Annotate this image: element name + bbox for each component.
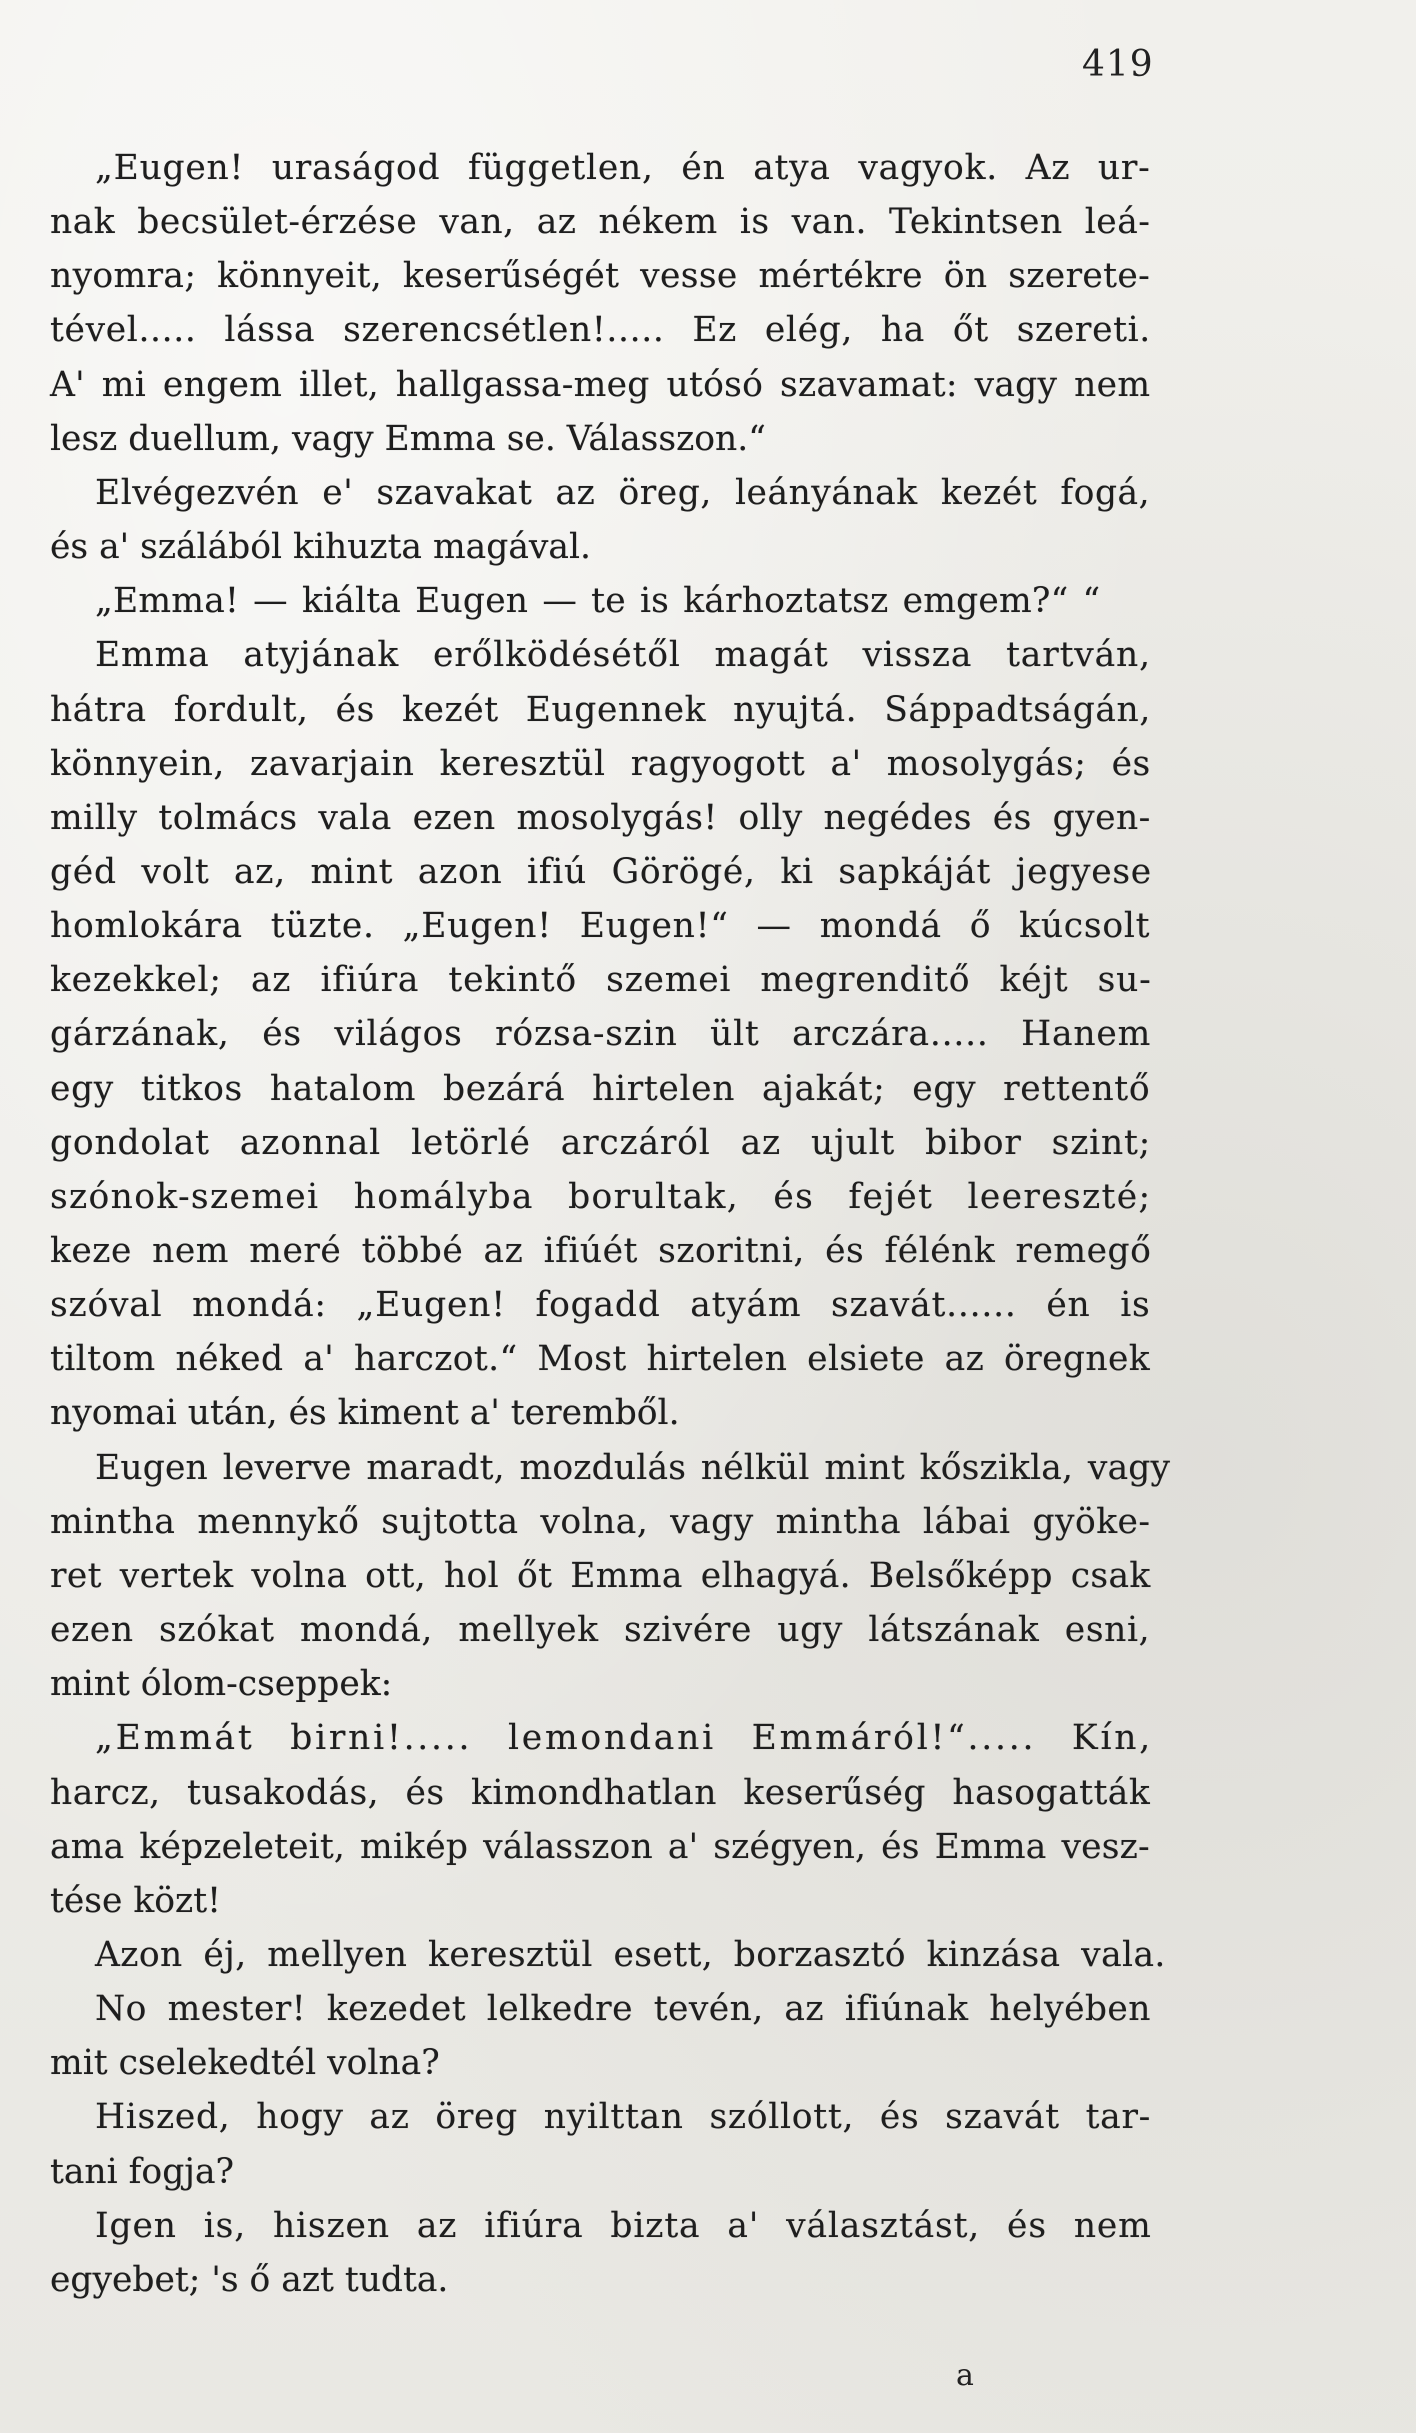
printer-signature-mark: a bbox=[956, 2358, 974, 2393]
text-line: gondolat azonnal letörlé arczáról az ujult bibor szint; bbox=[50, 1122, 1152, 1163]
text-line: nak becsület-érzése van, az nékem is van. Tekintsen leá- bbox=[50, 202, 1151, 243]
text-line: lesz duellum, vagy Emma se. Válasszon.“ bbox=[50, 418, 766, 459]
text-line: harcz, tusakodás, és kimondhatlan keserűség hasogatták bbox=[50, 1772, 1151, 1813]
text-line: ezen szókat mondá, mellyek szivére ugy látszának esni, bbox=[50, 1610, 1151, 1651]
text-line: szóval mondá: „Eugen! fogadd atyám szavát...... én is bbox=[50, 1285, 1151, 1326]
text-line: Igen is, hiszen az ifiúra bizta a' választást, és nem bbox=[95, 2205, 1152, 2246]
text-line: keze nem meré többé az ifiúét szoritni, és félénk remegő bbox=[50, 1231, 1152, 1271]
text-line: tiltom néked a' harczot.“ Most hirtelen elsiete az öregnek bbox=[50, 1339, 1151, 1380]
text-line: szónok-szemei homályba borultak, és fejét leereszté; bbox=[50, 1176, 1152, 1217]
text-line: mintha mennykő sujtotta volna, vagy mintha lábai gyöke- bbox=[50, 1501, 1151, 1542]
text-line: egyebet; 's ő azt tudta. bbox=[50, 2259, 449, 2300]
text-line: Elvégezvén e' szavakat az öreg, leányának kezét fogá, bbox=[95, 472, 1151, 513]
text-line: és a' szálából kihuzta magával. bbox=[50, 527, 591, 568]
text-line: milly tolmács vala ezen mosolygás! olly negédes és gyen- bbox=[50, 797, 1151, 838]
text-line: homlokára tüzte. „Eugen! Eugen!“ — mondá ő kúcsolt bbox=[50, 906, 1151, 947]
page-number: 419 bbox=[1082, 44, 1154, 85]
text-line: Hiszed, hogy az öreg nyilttan szóllott, és szavát tar- bbox=[95, 2097, 1152, 2138]
text-line: ama képzeleteit, mikép válasszon a' szégyen, és Emma vesz- bbox=[50, 1826, 1150, 1867]
text-line: A' mi engem illet, hallgassa-meg utósó szavamat: vagy nem bbox=[50, 364, 1151, 405]
text-line: No mester! kezedet lelkedre tevén, az ifiúnak helyében bbox=[95, 1989, 1151, 2030]
text-line: könnyein, zavarjain keresztül ragyogott a' mosolygás; és bbox=[50, 743, 1151, 784]
text-line: „Eugen! uraságod független, én atya vagyok. Az ur- bbox=[95, 148, 1151, 188]
text-line: Eugen leverve maradt, mozdulás nélkül mint kőszikla, vagy bbox=[95, 1447, 1171, 1488]
text-line: ret vertek volna ott, hol őt Emma elhagyá. Belsőképp csak bbox=[50, 1555, 1151, 1596]
text-line: tése közt! bbox=[50, 1880, 221, 1921]
text-line: Azon éj, mellyen keresztül esett, borzasztó kinzása vala. bbox=[95, 1934, 1166, 1975]
text-line: mint ólom-cseppek: bbox=[50, 1664, 393, 1705]
text-line: gárzának, és világos rózsa-szin ült arczára..... Hanem bbox=[50, 1014, 1152, 1055]
text-line: hátra fordult, és kezét Eugennek nyujtá. Sáppadtságán, bbox=[50, 689, 1151, 730]
text-line: tani fogja? bbox=[50, 2151, 235, 2192]
text-line: géd volt az, mint azon ifiú Görögé, ki sapkáját jegyese bbox=[50, 851, 1152, 892]
text-line: kezekkel; az ifiúra tekintő szemei megrenditő kéjt su- bbox=[50, 960, 1152, 1001]
text-line: tével..... lássa szerencsétlen!..... Ez elég, ha őt szereti. bbox=[50, 310, 1151, 351]
text-line: mit cselekedtél volna? bbox=[50, 2043, 440, 2084]
text-line: „Emmát birni!..... lemondani Emmáról!“..... Kín, bbox=[95, 1718, 1153, 1759]
text-line: „Emma! — kiálta Eugen — te is kárhoztatsz emgem?“ “ bbox=[95, 581, 1101, 622]
text-line: Emma atyjának erőlködésétől magát vissza tartván, bbox=[95, 635, 1151, 676]
text-line: egy titkos hatalom bezárá hirtelen ajakát; egy rettentő bbox=[50, 1068, 1151, 1109]
text-line: nyomra; könnyeit, keserűségét vesse mértékre ön szerete- bbox=[50, 256, 1151, 297]
text-line: nyomai után, és kiment a' teremből. bbox=[50, 1393, 680, 1434]
